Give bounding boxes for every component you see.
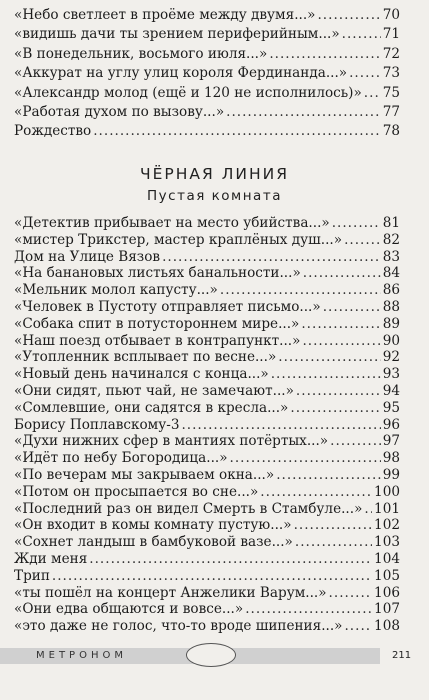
toc-entry-title: «Они сидят, пьют чай, не замечают...» [14, 383, 294, 399]
toc-entry-page: 75 [382, 84, 400, 101]
toc-entry-title: «мистер Трикстер, мастер краплёных душ...» [14, 231, 343, 248]
toc-entry-leader [269, 45, 380, 64]
toc-entry-page: 86 [382, 282, 400, 299]
toc-entry-title: «Новый день начинался с конца...» [14, 366, 269, 383]
toc-entry-page: 105 [374, 567, 400, 584]
toc-entry-page: 71 [382, 26, 400, 43]
toc-entry-leader [364, 84, 381, 103]
toc-entry-page: 70 [382, 7, 400, 23]
toc-entry-page: 106 [374, 584, 400, 601]
toc-entry-page: 96 [382, 416, 400, 433]
toc-entry-page: 97 [382, 433, 400, 450]
toc-entry-page: 103 [374, 534, 400, 551]
toc-entry-page: 95 [382, 399, 400, 416]
toc-entry-title: «Мельник молол капусту...» [14, 282, 218, 299]
section-subtitle: Пустая комната [147, 188, 282, 204]
toc-entry-title: «ты пошёл на концерт Анжелики Варум...» [14, 584, 327, 601]
toc-entry-leader [342, 25, 381, 44]
toc-entry-title: «В понедельник, восьмого июля...» [14, 45, 268, 62]
toc-entry [14, 617, 400, 636]
toc-entry-page: 78 [382, 123, 400, 140]
toc-entry-title: «Он входит в комы комнату пустую...» [14, 517, 292, 534]
toc-entry-title: «Духи нижних сфер в мантиях потёртых...» [14, 433, 329, 450]
toc-entry-page: 72 [382, 45, 400, 62]
toc-entry-page: 94 [382, 383, 400, 399]
toc-entry-leader [317, 6, 380, 25]
toc-entry [14, 45, 400, 64]
toc-entry-title: «Аккурат на углу улиц короля Фердинанда...» [14, 65, 348, 82]
toc-entry-title: «видишь дачи ты зрением периферийным...» [14, 26, 340, 43]
toc-entry-title: «Человек в Пустоту отправляет письмо...» [14, 299, 321, 315]
toc-entry [14, 25, 400, 44]
toc-entry-page: 81 [382, 215, 400, 231]
page-number: 211 [392, 650, 412, 661]
toc-entry-title: Дом на Улице Вязов [14, 248, 161, 265]
toc-entry-leader [226, 103, 381, 122]
toc-entry-title: «Сохнет ландыш в бамбуковой вазе...» [14, 534, 293, 551]
toc-entry-title: «Идёт по небу Богородица...» [14, 450, 228, 467]
toc-entry-page: 83 [382, 248, 400, 265]
toc-entry [14, 64, 400, 83]
toc-entry-title: «это даже не голос, что-то вроде шипения...» [14, 618, 343, 635]
toc-entry-page: 99 [382, 467, 400, 483]
toc-entry-page: 89 [382, 315, 400, 332]
toc-entry-title: «Небо светлеет в проёме между двумя...» [14, 7, 316, 23]
toc-entry-title: «Александр молод (ещё и 120 не исполнилось)» [14, 84, 362, 101]
toc-entry-page: 100 [374, 483, 400, 500]
toc-entry-page: 88 [382, 299, 400, 315]
toc-entry-page: 92 [382, 349, 400, 366]
toc-entry [14, 122, 400, 141]
section-title: ЧЁРНАЯ ЛИНИЯ [140, 165, 289, 183]
toc-entry-title: «На банановых листьях банальности...» [14, 265, 301, 282]
toc-entry-title: Рождество [14, 123, 92, 140]
toc-entry [14, 6, 400, 25]
toc-entry-page: 98 [382, 450, 400, 467]
toc-entry-title: «Детектив прибывает на место убийства...» [14, 215, 330, 231]
metronome-logo-icon [186, 643, 236, 667]
toc-entry-page: 84 [382, 265, 400, 282]
toc-entry-page: 93 [382, 366, 400, 383]
toc-entry-title: Жди меня [14, 551, 88, 567]
toc-entry-title: «Они едва общаются и вовсе...» [14, 601, 244, 618]
toc-entry-title: «По вечерам мы закрываем окна...» [14, 467, 275, 483]
footer-brand: МЕТРОНОМ [36, 650, 127, 661]
toc-entry-title: «Сомлевшие, они садятся в кресла...» [14, 399, 289, 416]
toc-entry-leader [93, 122, 380, 141]
toc-entry-leader [349, 64, 381, 83]
toc-entry-title: «Утопленник всплывает по весне...» [14, 349, 277, 366]
toc-entry-title: «Наш поезд отбывает в контрапункт...» [14, 332, 301, 349]
toc-entry-page: 90 [382, 332, 400, 349]
toc-entry-page: 101 [374, 500, 400, 517]
toc-entry-page: 107 [374, 601, 400, 618]
toc-entry-page: 102 [374, 517, 400, 534]
toc-entry-title: Трип [14, 567, 50, 584]
toc-entry-leader [344, 617, 372, 636]
toc-entry-page: 104 [374, 551, 400, 567]
toc-entry-title: «Последний раз он видел Смерть в Стамбуле...» [14, 500, 363, 517]
toc-entry-title: «Потом он просыпается во сне...» [14, 483, 259, 500]
toc-entry-title: «Собака спит в потустороннем мире...» [14, 315, 300, 332]
toc-entry-page: 108 [374, 618, 400, 635]
toc-entry-title: Борису Поплавскому-3 [14, 416, 180, 433]
toc-entry-page: 82 [382, 231, 400, 248]
toc-entry-page: 77 [382, 104, 400, 120]
toc-entry-page: 73 [382, 65, 400, 82]
toc-entry [14, 84, 400, 103]
toc-entry [14, 103, 400, 122]
toc-entry-title: «Работая духом по вызову...» [14, 104, 225, 120]
